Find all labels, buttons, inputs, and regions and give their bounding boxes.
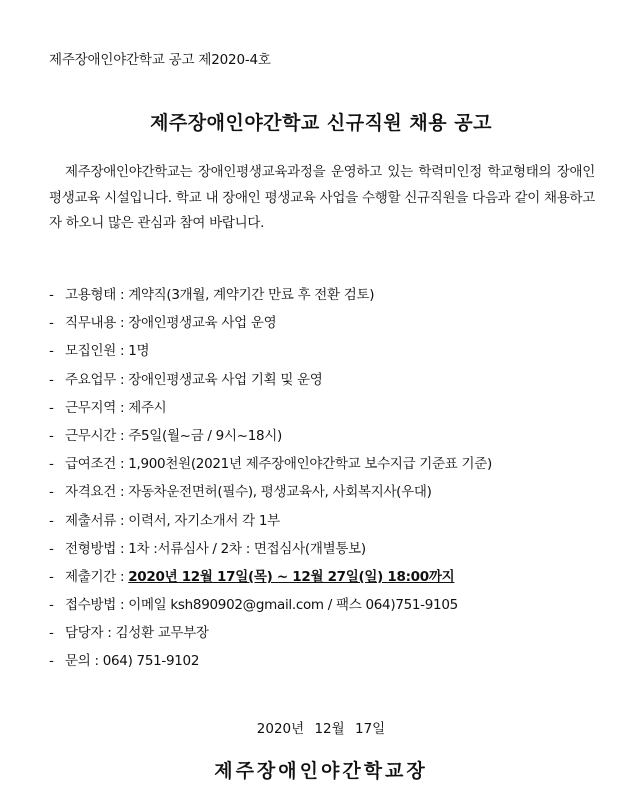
detail-value: 1,900천원(2021년 제주장애인야간학교 보수지급 기준표 기준) <box>128 456 492 473</box>
detail-label: 담당자 <box>65 625 104 642</box>
detail-value: 제주시 <box>128 399 167 416</box>
detail-value: 김성환 교무부장 <box>115 625 209 642</box>
detail-value: 주5일(월~금 / 9시~18시) <box>128 427 282 444</box>
detail-item-main-tasks: - 주요업무 : 장애인평생교육 사업 기획 및 운영 <box>49 371 323 388</box>
issuer-name: 제주장애인야간학교장 <box>214 760 428 782</box>
detail-label: 접수방법 <box>65 597 116 614</box>
announcement-date: 2020년 12월 17일 <box>256 721 386 737</box>
detail-value: 064) 751-9102 <box>102 653 200 670</box>
detail-item-submission-period: - 제출기간 : 2020년 12월 17일(목) ~ 12월 27일(일) 18:00까지 <box>49 568 455 585</box>
detail-item-duties: - 직무내용 : 장애인평생교육 사업 운영 <box>49 315 277 332</box>
announcement-title: 제주장애인야간학교 신규직원 채용 공고 <box>150 112 492 134</box>
detail-list <box>49 284 609 679</box>
detail-label: 근무지역 <box>65 399 116 416</box>
detail-label: 급여조건 <box>65 456 116 473</box>
detail-item-work-hours: - 근무시간 : 주5일(월~금 / 9시~18시) <box>49 427 282 444</box>
detail-label: 모집인원 <box>65 343 116 360</box>
detail-item-selection: - 전형방법 : 1차 :서류심사 / 2차 : 면접심사(개별통보) <box>49 540 366 557</box>
detail-label: 제출기간 <box>65 568 116 585</box>
announcement-number: 제주장애인야간학교 공고 제2020-4호 <box>49 52 271 68</box>
detail-label: 제출서류 <box>65 512 116 529</box>
detail-value: 이메일 ksh890902@gmail.com / 팩스 064)751-9105 <box>128 597 458 614</box>
detail-item-salary: - 급여조건 : 1,900천원(2021년 제주장애인야간학교 보수지급 기준표 기준) <box>49 456 492 473</box>
detail-item-application-method: - 접수방법 : 이메일 ksh890902@gmail.com / 팩스 064)751-9105 <box>49 597 458 614</box>
detail-value: 계약직(3개월, 계약기간 만료 후 전환 검토) <box>128 287 375 303</box>
detail-label: 근무시간 <box>65 427 116 444</box>
detail-item-qualifications: - 자격요건 : 자동차운전면허(필수), 평생교육사, 사회복지사(우대) <box>49 484 432 501</box>
intro-paragraph: 제주장애인야간학교는 장애인평생교육과정을 운영하고 있는 학력미인정 학교형태의 장애인 평생교육 시설입니다. 학교 내 장애인 평생교육 사업을 수행할 신규직원을 다음과 같이 채용하고자 하오니 많은 관심과 참여 바랍니다. <box>49 164 595 231</box>
detail-value: 장애인평생교육 사업 운영 <box>128 315 277 332</box>
detail-value: 1차 :서류심사 / 2차 : 면접심사(개별통보) <box>128 540 366 557</box>
detail-label: 전형방법 <box>65 540 116 557</box>
detail-value: 장애인평생교육 사업 기획 및 운영 <box>128 371 323 388</box>
detail-value: 이력서, 자기소개서 각 1부 <box>128 512 280 529</box>
detail-item-location: - 근무지역 : 제주시 <box>49 399 167 416</box>
detail-label: 주요업무 <box>65 371 116 388</box>
submission-deadline: 2020년 12월 17일(목) ~ 12월 27일(일) 18:00까지 <box>128 568 455 585</box>
detail-item-employment-type: - 고용형태 : 계약직(3개월, 계약기간 만료 후 전환 검토) <box>49 287 375 303</box>
detail-label: 문의 <box>65 653 91 670</box>
detail-label: 직무내용 <box>65 315 116 332</box>
detail-item-openings: - 모집인원 : 1명 <box>49 343 150 360</box>
detail-item-inquiry: - 문의 : 064) 751-9102 <box>49 653 200 670</box>
detail-item-contact-person: - 담당자 : 김성환 교무부장 <box>49 625 209 642</box>
detail-value: 자동차운전면허(필수), 평생교육사, 사회복지사(우대) <box>128 484 432 501</box>
detail-label: 고용형태 <box>65 287 116 303</box>
detail-item-documents: - 제출서류 : 이력서, 자기소개서 각 1부 <box>49 512 280 529</box>
detail-value: 1명 <box>128 343 150 360</box>
detail-label: 자격요건 <box>65 484 116 501</box>
